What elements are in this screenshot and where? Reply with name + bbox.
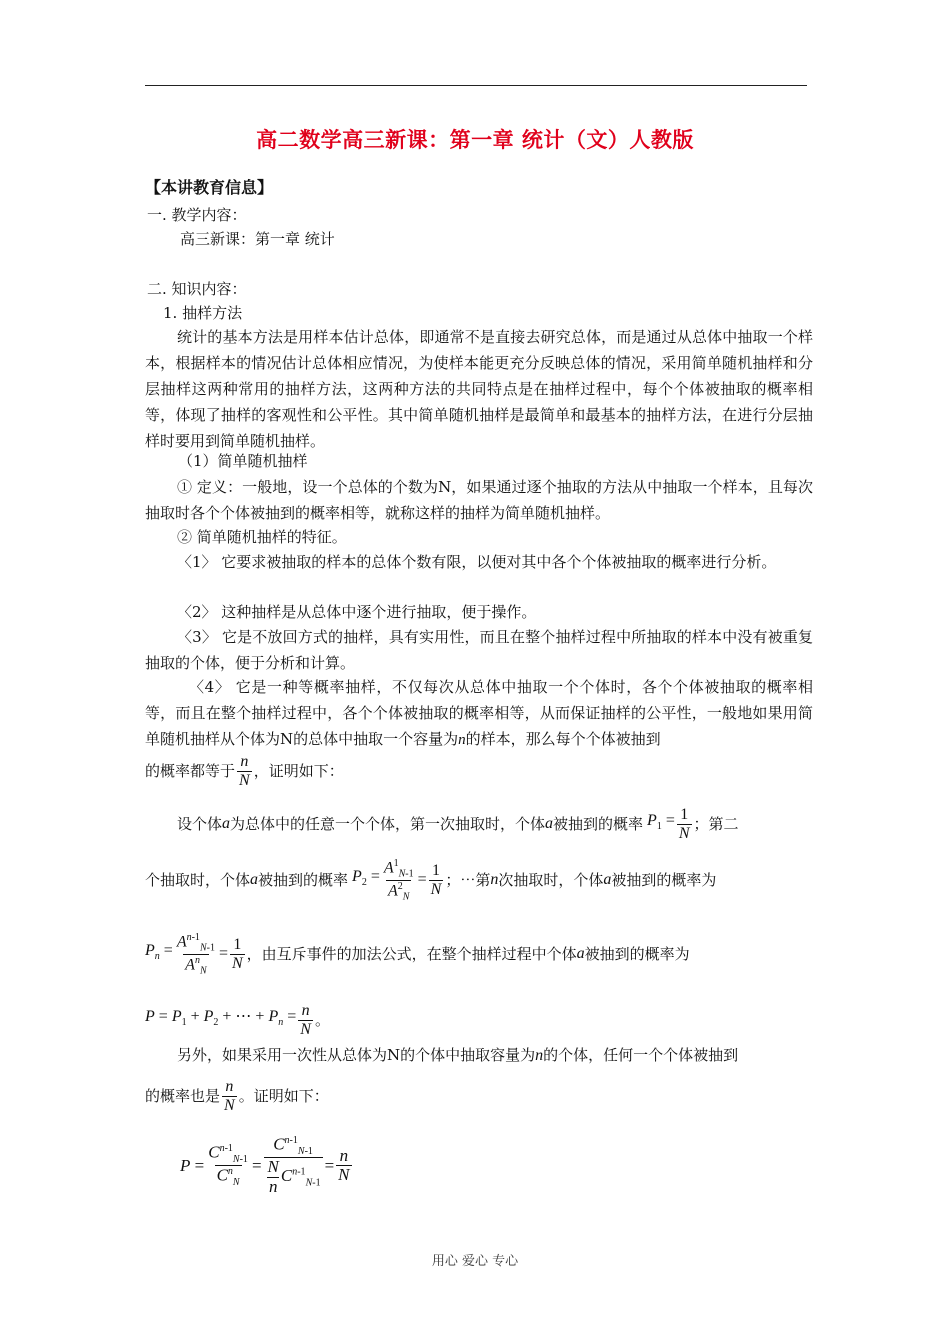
proof-2-c: ；⋯第 — [445, 871, 491, 890]
formula-pn: $P_n$ = — [145, 941, 173, 963]
teaching-content-heading: 一. 教学内容： — [147, 206, 247, 224]
header-rule — [145, 85, 807, 86]
proof-6-b: 。证明如下： — [238, 1087, 329, 1106]
var-a: a — [545, 815, 554, 833]
prob-text-b: ，证明如下： — [253, 762, 344, 781]
feature-3: 〈3〉 它是不放回方式的抽样，具有实用性，而且在整个抽样过程中所抽取的样本中没有被重复抽取的个体，便于分析和计算。 — [145, 628, 813, 672]
feature-2: 〈2〉 这种抽样是从总体中逐个进行抽取，便于操作。 — [177, 603, 537, 621]
var-a: a — [603, 871, 612, 889]
proof-2-d: 次抽取时，个体 — [498, 871, 604, 890]
proof-6-a: 的概率也是 — [145, 1087, 221, 1106]
fraction-1-over-N: $\frac{1}{N}$ — [231, 935, 243, 972]
proof-2-a: 个抽取时，个体 — [145, 871, 251, 890]
proof-line-2: 个抽取时，个体 a 被抽到的概率 $P_2$ = $\frac{A^1_{N-1}}{A^2_N}$ = $\frac{1}{N}$ ；⋯第 n 次抽取时，个体 a 被抽到的概率为 — [145, 858, 717, 903]
srs-heading: （1）简单随机抽样 — [178, 452, 308, 470]
prob-text-a: 的概率都等于 — [145, 762, 236, 781]
page-footer: 用心 爱心 专心 — [431, 1254, 519, 1269]
var-a: a — [222, 815, 231, 833]
feature-1: 〈1〉 它要求被抽取的样本的总体个数有限，以便对其中各个个体被抽取的概率进行分析。 — [177, 553, 777, 571]
section-header: 【本讲教育信息】 — [145, 178, 274, 197]
definition-paragraph: ① 定义：一般地，设一个总体的个数为N，如果通过逐个抽取的方法从中抽取一个样本，且每次抽取时各个个体被抽到的概率相等，就称这样的抽样为简单随机抽样。 — [145, 478, 813, 522]
fraction-n-over-N: $\frac{n}{N}$ — [300, 1002, 311, 1038]
formula-sum: $P = P_1 + P_2$ + ⋯ + $P_n$ = — [145, 1008, 297, 1029]
fraction-c-expanded: $C^{n-1}_{N-1}$ $\frac{N}{n}$ $C^{n-1}_{N-1}$ — [264, 1135, 323, 1196]
proof-5-a: 另外，如果采用一次性从总体为N的个体中抽取容量为 — [177, 1046, 536, 1064]
fraction-1-over-N: $\frac{1}{N}$ — [430, 861, 442, 898]
proof-1-b: 为总体中的任意一个个体，第一次抽取时，个体 — [230, 815, 546, 834]
fraction-an-ratio: $\frac{A^{n-1}_{N-1}}{A^n_N}$ — [176, 932, 215, 977]
proof-1-c: 被抽到的概率 — [553, 815, 644, 834]
proof-1-a: 设个体 — [177, 815, 223, 834]
proof-line-1 — [177, 806, 739, 842]
fraction-1-over-N: $\frac{1}{N}$ — [678, 806, 690, 842]
proof-3-a: ，由互斥事件的加法公式，在整个抽样过程中个体 — [246, 945, 577, 964]
var-a: a — [576, 945, 585, 963]
var-n: n — [458, 732, 466, 748]
intro-paragraph: 统计的基本方法是用样本估计总体，即通常不是直接去研究总体，而是通过从总体中抽取一个样本，根据样本的情况估计总体相应情况，为使样本能更充分反映总体的情况，采用简单随机抽样和分层抽样这两种常用的抽样方法，这两种方法的共同特点是在抽样过程中，每个个体被抽取的概率相等，体现了抽样的客观性和公平性。其中简单随机抽样是最简单和最基本的抽样方法，在进行分层抽样时要用到简单随机抽样。 — [145, 328, 813, 450]
feature-4 — [145, 674, 813, 753]
proof-line-4 — [145, 1002, 330, 1038]
feature-4-text: 〈4〉 它是一种等概率抽样，不仅每次从总体中抽取一个个体时，各个个体被抽取的概率相等，而且在整个抽样过程中，各个个体被抽取的概率相等，从而保证抽样的公平性，一般地如果用简单随机抽样从个体为N的总体中抽取一个容量为 — [145, 678, 813, 748]
var-a: a — [250, 871, 259, 889]
formula-p2: $P_2$ = — [352, 867, 380, 889]
proof-1-d: ；第二 — [693, 815, 739, 834]
proof-5-b: 的个体，任何一个个体被抽到 — [543, 1046, 739, 1064]
knowledge-content-heading: 二. 知识内容： — [147, 280, 247, 298]
proof-line-3: $P_n$ = $\frac{A^{n-1}_{N-1}}{A^n_N}$ = $\frac{1}{N}$ ，由互斥事件的加法公式，在整个抽样过程中个体 a 被抽到的概率为 — [145, 932, 690, 977]
teaching-content-text: 高三新课：第一章 统计 — [180, 230, 335, 248]
var-n: n — [535, 1047, 544, 1064]
fraction-a-ratio: $\frac{A^1_{N-1}}{A^2_N}$ — [383, 858, 414, 903]
proof-4-end: 。 — [314, 1011, 330, 1030]
proof-2-b: 被抽到的概率 — [258, 871, 349, 890]
proof-2-e: 被抽到的概率为 — [611, 871, 717, 890]
proof-line-5 — [177, 1042, 738, 1069]
var-n: n — [490, 871, 499, 889]
proof-3-b: 被抽到的概率为 — [584, 945, 690, 964]
proof-line-6 — [145, 1078, 329, 1114]
fraction-c-ratio: $\frac{C^{n-1}_{N-1}}{C^n_N}$ — [208, 1142, 248, 1189]
formula-p1: $P_1$ = — [647, 812, 675, 833]
fraction-n-over-N: $\frac{n}{N}$ — [224, 1078, 235, 1114]
page-title: 高二数学高三新课：第一章 统计（文）人教版 — [256, 128, 694, 152]
features-heading: ② 简单随机抽样的特征。 — [177, 528, 347, 546]
fraction-n-over-N: $\frac{n}{N}$ — [239, 753, 250, 789]
probability-line — [145, 753, 344, 789]
feature-4-text-b: 的样本，那么每个个体被抽到 — [465, 730, 661, 748]
fraction-n-over-N: $\frac{n}{N}$ — [338, 1145, 350, 1185]
combination-formula: P = $\frac{C^{n-1}_{N-1}}{C^n_N}$ = $C^{n-1}_{N-1}$ $\frac{N}{n}$ $C^{n-1}_{N-1}$ = $\frac{n}{N}$ — [180, 1134, 350, 1196]
sampling-methods-heading: 1. 抽样方法 — [163, 304, 243, 322]
